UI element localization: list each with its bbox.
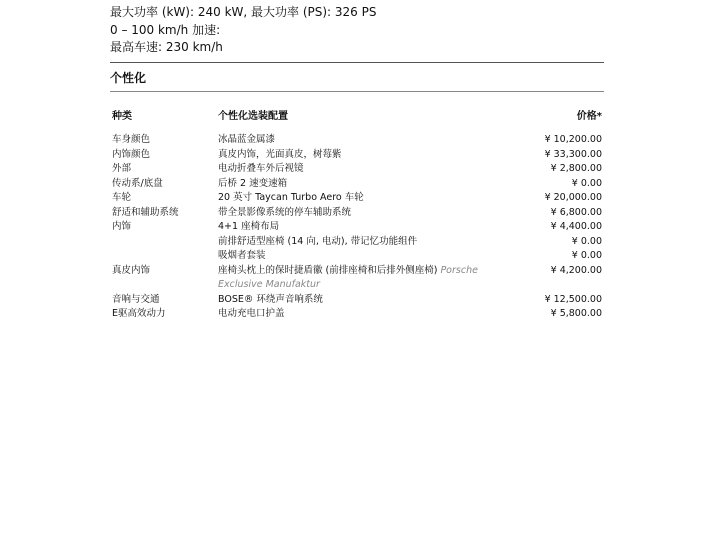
row-price: ¥ 0.00 [571,235,602,247]
spec-top-speed: 最高车速: 230 km/h [110,40,223,54]
row-price: ¥ 0.00 [571,250,602,261]
options-table [110,133,602,322]
row-config-text: 真皮内饰，光面真皮，树莓紫 [218,148,342,160]
row-price: ¥ 6,800.00 [550,206,602,218]
row-config-text: 20 英寸 Taycan Turbo Aero 车轮 [218,192,364,203]
header-category: 种类 [112,111,132,122]
row-price: ¥ 4,200.00 [550,264,602,276]
row-config [218,293,488,308]
row-price: ¥ 2,800.00 [550,163,602,174]
header-config: 个性化选装配置 [218,111,288,122]
row-price: ¥ 10,200.00 [544,134,602,145]
row-price: ¥ 20,000.00 [544,192,602,203]
table-row [110,191,602,206]
row-category: 车身颜色 [112,134,151,145]
table-row [110,264,602,293]
row-config-text: 电动折叠车外后视镜 [218,163,304,174]
table-row [110,307,602,322]
row-config [218,307,488,322]
row-config-text: 吸烟者套装 [218,250,266,261]
row-brand-note: Porsche Exclusive Manufaktur [218,264,478,290]
table-row [110,249,602,264]
row-category: 传动系/底盘 [112,177,163,189]
row-price: ¥ 0.00 [571,177,602,189]
row-category: 舒适和辅助系统 [112,206,179,218]
row-category: 车轮 [112,192,132,203]
table-row [110,133,602,148]
row-config [218,148,488,163]
row-category: 内饰颜色 [112,148,151,160]
row-config-text: 4+1 座椅布局 [218,221,280,232]
row-category: 真皮内饰 [112,264,151,276]
table-row [110,235,602,250]
row-price: ¥ 33,300.00 [544,148,602,160]
table-row [110,148,602,163]
table-row [110,220,602,235]
table-row [110,293,602,308]
header-price: 价格* [576,111,602,122]
row-config [218,177,488,192]
row-config [218,191,488,206]
row-config-text: 冰晶蓝金属漆 [218,134,276,145]
row-category: E驱高效动力 [112,308,166,319]
spec-acceleration: 0 – 100 km/h 加速: [110,22,221,37]
row-config [218,206,488,221]
row-price: ¥ 4,400.00 [550,221,602,232]
row-config-text: 后桥 2 速变速箱 [218,177,288,189]
row-config-text: 电动充电口护盖 [218,308,285,319]
table-row [110,162,602,177]
section-title: 个性化 [110,71,147,85]
row-config [218,235,488,250]
row-config-text: 座椅头枕上的保时捷盾徽 (前排座椅和后排外侧座椅) [218,264,441,276]
section-divider-top [110,62,604,63]
row-category: 内饰 [112,221,132,232]
spec-block [110,4,376,57]
table-header [110,107,602,123]
row-price: ¥ 5,800.00 [550,308,602,319]
row-config-text: 前排舒适型座椅 (14 向, 电动), 带记忆功能组件 [218,235,418,247]
row-category: 音响与交通 [112,293,160,305]
row-config [218,220,488,235]
row-config-text: 带全景影像系统的停车辅助系统 [218,206,352,218]
row-config [218,264,488,293]
table-row [110,206,602,221]
row-config-text: BOSE® 环绕声音响系统 [218,293,323,305]
row-config [218,162,488,177]
section-divider-bottom [110,91,604,92]
row-config [218,249,488,264]
table-row [110,177,602,192]
row-price: ¥ 12,500.00 [544,293,602,305]
row-category: 外部 [112,163,132,174]
row-config [218,133,488,148]
spec-max-power: 最大功率 (kW): 240 kW, 最大功率 (PS): 326 PS [110,5,377,19]
